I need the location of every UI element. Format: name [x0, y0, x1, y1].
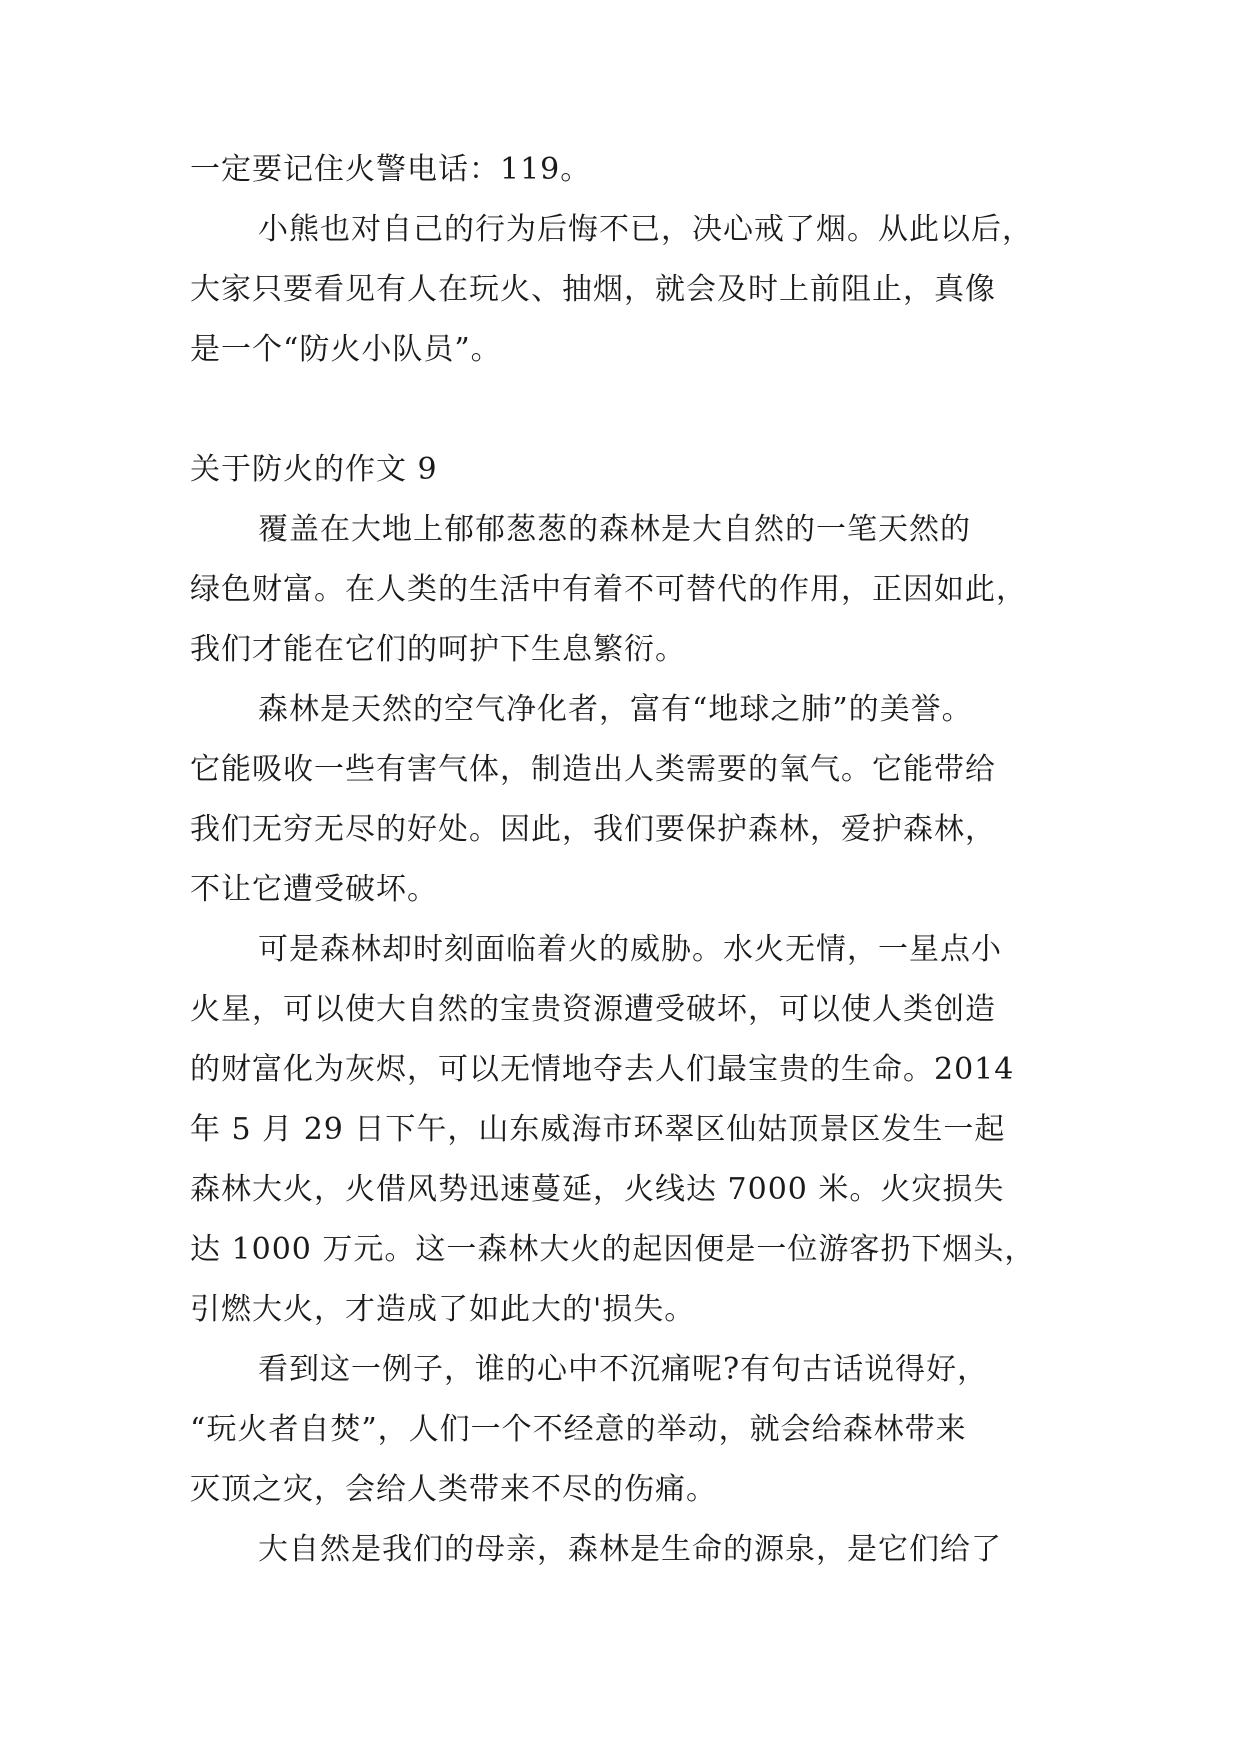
text-line: 它能吸收一些有害气体，制造出人类需要的氧气。它能带给: [190, 752, 996, 787]
text-line: 我们才能在它们的呵护下生息繁衍。: [190, 632, 686, 667]
text-line: 大家只要看见有人在玩火、抽烟，就会及时上前阻止，真像: [190, 272, 996, 307]
text-line: 看到这一例子，谁的心中不沉痛呢?有句古话说得好，: [258, 1352, 989, 1387]
text-line: 我们无穷无尽的好处。因此，我们要保护森林，爱护森林，: [190, 812, 996, 847]
text-line: 是一个“防火小队员”。: [190, 332, 502, 367]
text-line: 大自然是我们的母亲，森林是生命的源泉，是它们给了: [258, 1532, 1002, 1567]
text-line: 一定要记住火警电话：119。: [190, 152, 592, 187]
text-line: 可是森林却时刻面临着火的威胁。水火无情，一星点小: [258, 932, 1002, 967]
text-line: 覆盖在大地上郁郁葱葱的森林是大自然的一笔天然的: [258, 512, 971, 547]
text-line: 绿色财富。在人类的生活中有着不可替代的作用，正因如此，: [190, 572, 1027, 607]
text-line: 不让它遭受破坏。: [190, 872, 438, 907]
text-line: “玩火者自焚”，人们一个不经意的举动，就会给森林带来: [190, 1412, 967, 1447]
text-line: 灭顶之灾，会给人类带来不尽的伤痛。: [190, 1472, 717, 1507]
text-line: 引燃大火，才造成了如此大的'损失。: [190, 1292, 696, 1327]
text-line: 森林大火，火借风势迅速蔓延，火线达 7000 米。火灾损失: [190, 1172, 1005, 1207]
text-line: 年 5 月 29 日下午，山东威海市环翠区仙姑顶景区发生一起: [190, 1112, 1006, 1147]
text-line: 达 1000 万元。这一森林大火的起因便是一位游客扔下烟头，: [190, 1232, 1036, 1267]
text-line: 的财富化为灰烬，可以无情地夺去人们最宝贵的生命。2014: [190, 1052, 1015, 1087]
section-heading: 关于防火的作文 9: [190, 452, 438, 487]
text-line: 小熊也对自己的行为后悔不已，决心戒了烟。从此以后，: [258, 212, 1033, 247]
text-line: 火星，可以使大自然的宝贵资源遭受破坏，可以使人类创造: [190, 992, 996, 1027]
text-line: 森林是天然的空气净化者，富有“地球之肺”的美誉。: [258, 692, 973, 727]
